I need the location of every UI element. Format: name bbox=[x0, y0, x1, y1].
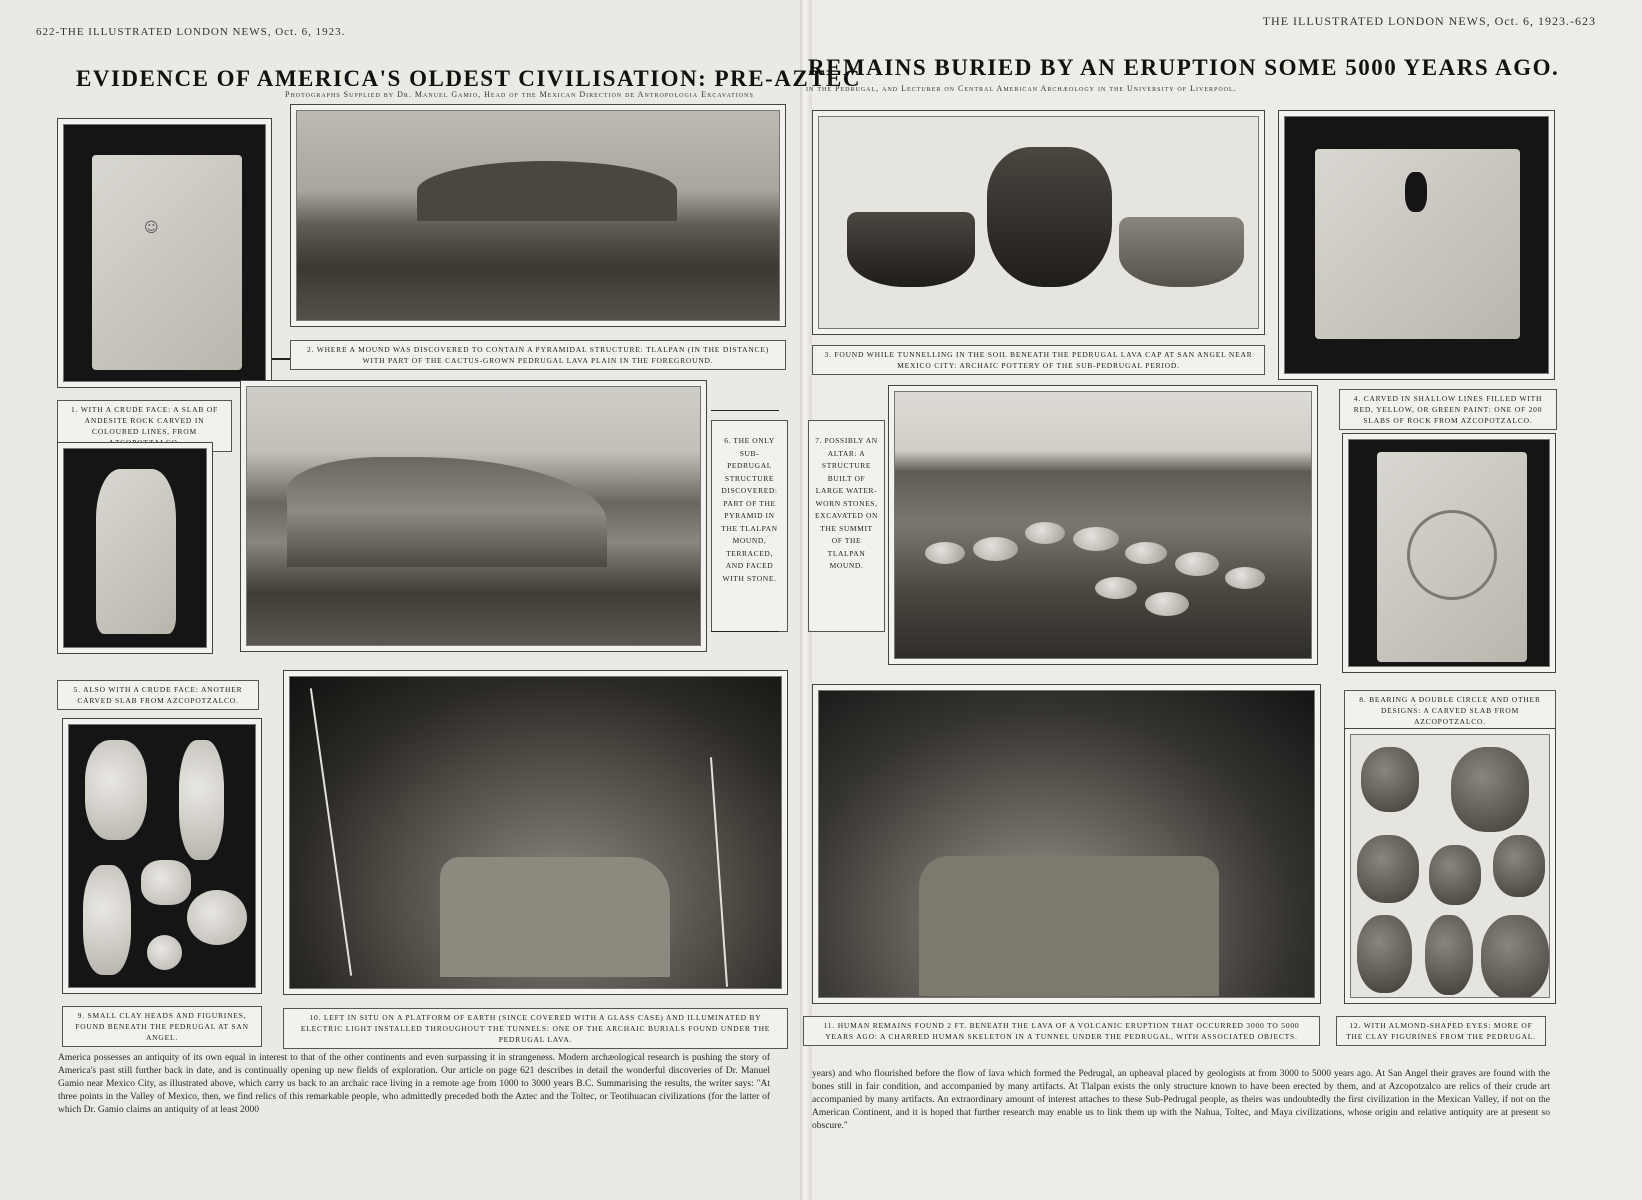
figurine-head-4 bbox=[141, 860, 191, 905]
photo-3-archaic-pottery bbox=[812, 110, 1265, 335]
caption-8: 8. BEARING A DOUBLE CIRCLE AND OTHER DESIGNS: A CARVED SLAB FROM AZCOPOTZALCO. bbox=[1344, 690, 1556, 731]
figurine-head-5 bbox=[187, 890, 247, 945]
caption-12: 12. WITH ALMOND-SHAPED EYES: MORE OF THE CLAY FIGURINES FROM THE PEDRUGAL. bbox=[1336, 1016, 1546, 1046]
carved-face-glyph: ☺ bbox=[144, 220, 159, 236]
stone-3 bbox=[1025, 522, 1065, 544]
caption-3: 3. FOUND WHILE TUNNELLING IN THE SOIL BENEATH THE PEDRUGAL LAVA CAP AT SAN ANGEL NEAR MEXICO CITY: ARCHAIC POTTERY OF THE SUB-PEDRUGAL PERIOD. bbox=[812, 345, 1265, 375]
photo-9-clay-figurines bbox=[62, 718, 262, 994]
clay-head-2 bbox=[1451, 747, 1529, 832]
rule-6-bottom bbox=[711, 631, 779, 632]
figurine-2 bbox=[179, 740, 224, 860]
stone-6 bbox=[1175, 552, 1219, 576]
clay-head-7 bbox=[1425, 915, 1473, 995]
headline-right: REMAINS BURIED BY AN ERUPTION SOME 5000 YEARS AGO. bbox=[808, 55, 1560, 80]
clay-head-3 bbox=[1357, 835, 1419, 903]
stone-1 bbox=[925, 542, 965, 564]
photo-12-clay-heads bbox=[1344, 728, 1556, 1004]
stone-2 bbox=[973, 537, 1018, 561]
caption-9: 9. SMALL CLAY HEADS AND FIGURINES, FOUND BENEATH THE PEDRUGAL AT SAN ANGEL. bbox=[62, 1006, 262, 1047]
caption-1: 1. WITH A CRUDE FACE: A SLAB OF ANDESITE ROCK CARVED IN COLOURED LINES, FROM bbox=[57, 400, 232, 452]
figurine-3 bbox=[83, 865, 131, 975]
figurine-head-6 bbox=[147, 935, 182, 970]
caption-7: 7. POSSIBLY AN ALTAR: A STRUCTURE BUILT OF LARGE WATER-WORN STONES, EXCAVATED ON THE SUMMIT OF THE TLALPAN MOUND. bbox=[808, 420, 885, 632]
photo-2-tlalpan-mound bbox=[290, 104, 786, 327]
photo-6-terraced-pyramid bbox=[240, 380, 707, 652]
headline-left: EVIDENCE OF AMERICA'S OLDEST CIVILISATION: PRE-AZTEC bbox=[76, 66, 861, 91]
figurine-1 bbox=[85, 740, 147, 840]
photo-8-double-circle-slab bbox=[1342, 433, 1556, 673]
caption-6: 6. THE ONLY SUB-PEDRUGAL STRUCTURE DISCOVERED: PART OF THE PYRAMID IN THE TLALPAN MOUND, TERRACED, AND FACED WITH STONE. bbox=[711, 420, 788, 632]
photo-1-andesite-slab bbox=[57, 118, 272, 388]
stone-9 bbox=[1145, 592, 1189, 616]
double-circle-design bbox=[1407, 510, 1497, 600]
carved-slab-image bbox=[92, 155, 242, 370]
article-text-left: America possesses an antiquity of its own equal in interest to that of the other continents and even surpassing it in strangeness. Modern archæological research is pushing the story of America's past still further back in date, and is continually opening up new fields of exploration. Our article on page 621 describes in detail the wonderful discoveries of Dr. Manuel Gamio near Mexico City, as illustrated above, which carry us back to an archaic race living in a remote age from 1000 to 3000 years B.C. Summarising the results, the writer says: "At three points in the Valley of Mexico, then, we find relics of this remarkable people, who admittedly preceded both the Aztec and the Toltec, or Teotihuacan civilizations (for the latter of which Dr. Gamio claims an antiquity of at least 2000 bbox=[58, 1053, 770, 1115]
pottery-bowl-right bbox=[1119, 217, 1244, 287]
photo-credit-left: Photographs Supplied by Dr. Manuel Gamio, Head of the Mexican Direction de Antropologia Excavations bbox=[285, 90, 754, 99]
pottery-bowl-left bbox=[847, 212, 975, 287]
pottery-jar-center bbox=[987, 147, 1112, 287]
caption-4: 4. CARVED IN SHALLOW LINES FILLED WITH RED, YELLOW, OR GREEN PAINT: ONE OF 200 SLABS OF ROCK FROM AZCOPOTZALCO. bbox=[1339, 389, 1557, 430]
caption-2: 2. WHERE A MOUND WAS DISCOVERED TO CONTAIN A PYRAMIDAL STRUCTURE: TLALPAN (IN THE DISTANCE) WITH PART OF THE CACTUS-GROWN PEDRUGAL LAVA PLAIN IN THE FOREGROUND. bbox=[290, 340, 786, 370]
hanging-cable bbox=[710, 757, 728, 987]
carved-slab-image-2 bbox=[96, 469, 176, 634]
clay-head-6 bbox=[1357, 915, 1412, 993]
caption-5: 5. ALSO WITH A CRUDE FACE: ANOTHER CARVED SLAB FROM AZCOPOTZALCO. bbox=[57, 680, 259, 710]
rule-6-top bbox=[711, 410, 779, 411]
clay-head-8 bbox=[1481, 915, 1549, 998]
running-head-right: THE ILLUSTRATED LONDON NEWS, Oct. 6, 1923.-623 bbox=[1262, 14, 1596, 28]
photo-5-carved-slab bbox=[57, 442, 213, 654]
stone-7 bbox=[1225, 567, 1265, 589]
photo-10-burial-tunnel bbox=[283, 670, 788, 995]
stone-5 bbox=[1125, 542, 1167, 564]
photo-7-altar bbox=[888, 385, 1318, 665]
photo-4-carved-slab bbox=[1278, 110, 1555, 380]
caption-10: 10. LEFT IN SITU ON A PLATFORM OF EARTH (SINCE COVERED WITH A GLASS CASE) AND ILLUMINATED BY ELECTRIC LIGHT INSTALLED THROUGHOUT THE TUNNELS: ONE OF THE ARCHAIC BURIALS FOUND UNDER THE PEDRUGAL LAVA. bbox=[283, 1008, 788, 1049]
running-head-left: 622-THE ILLUSTRATED LONDON NEWS, Oct. 6, 1923. bbox=[36, 26, 346, 38]
stone-4 bbox=[1073, 527, 1119, 551]
slab-hole bbox=[1405, 172, 1427, 212]
clay-head-1 bbox=[1361, 747, 1419, 812]
photo-credit-right: in the Pedrugal, and Lecturer on Central American Archæology in the University of Liverpool. bbox=[806, 84, 1237, 93]
stone-8 bbox=[1095, 577, 1137, 599]
earth-block bbox=[919, 856, 1219, 996]
connector-1-2 bbox=[272, 358, 290, 360]
caption-11: 11. HUMAN REMAINS FOUND 2 FT. BENEATH THE LAVA OF A VOLCANIC ERUPTION THAT OCCURRED 3000 TO 5000 YEARS AGO: A CHARRED HUMAN SKELETON IN A TUNNEL UNDER THE PEDRUGAL, WITH ASSOCIATED OBJECTS. bbox=[803, 1016, 1320, 1046]
electric-cable bbox=[310, 688, 352, 975]
article-text-right: years) and who flourished before the flow of lava which formed the Pedrugal, an upheaval placed by geologists at from 3000 to 5000 years ago. At San Angel their graves are found with the bones still in fair condition, and accompanied by many artifacts. At Tlalpan exists the only structure known to have been erected by them, and at Azcopotzalco are relics of their crude art accompanied by many artifacts. An extraordinary amount of interest attaches to these Sub-Pedrugal people, as theirs was undoubtedly the first civilization in the Mexican Valley, if not on the American Continent, and it is hoped that further research may enable us to link them up with the Nahua, Toltec, and Maya civilizations, whose origin and relative antiquity are at present so obscure." bbox=[812, 1069, 1550, 1131]
clay-head-4 bbox=[1429, 845, 1481, 905]
pyramid-terrace bbox=[287, 457, 607, 567]
photo-11-skeleton-tunnel bbox=[812, 684, 1321, 1004]
mound-silhouette bbox=[417, 161, 677, 221]
earth-platform bbox=[440, 857, 670, 977]
clay-head-5 bbox=[1493, 835, 1545, 897]
